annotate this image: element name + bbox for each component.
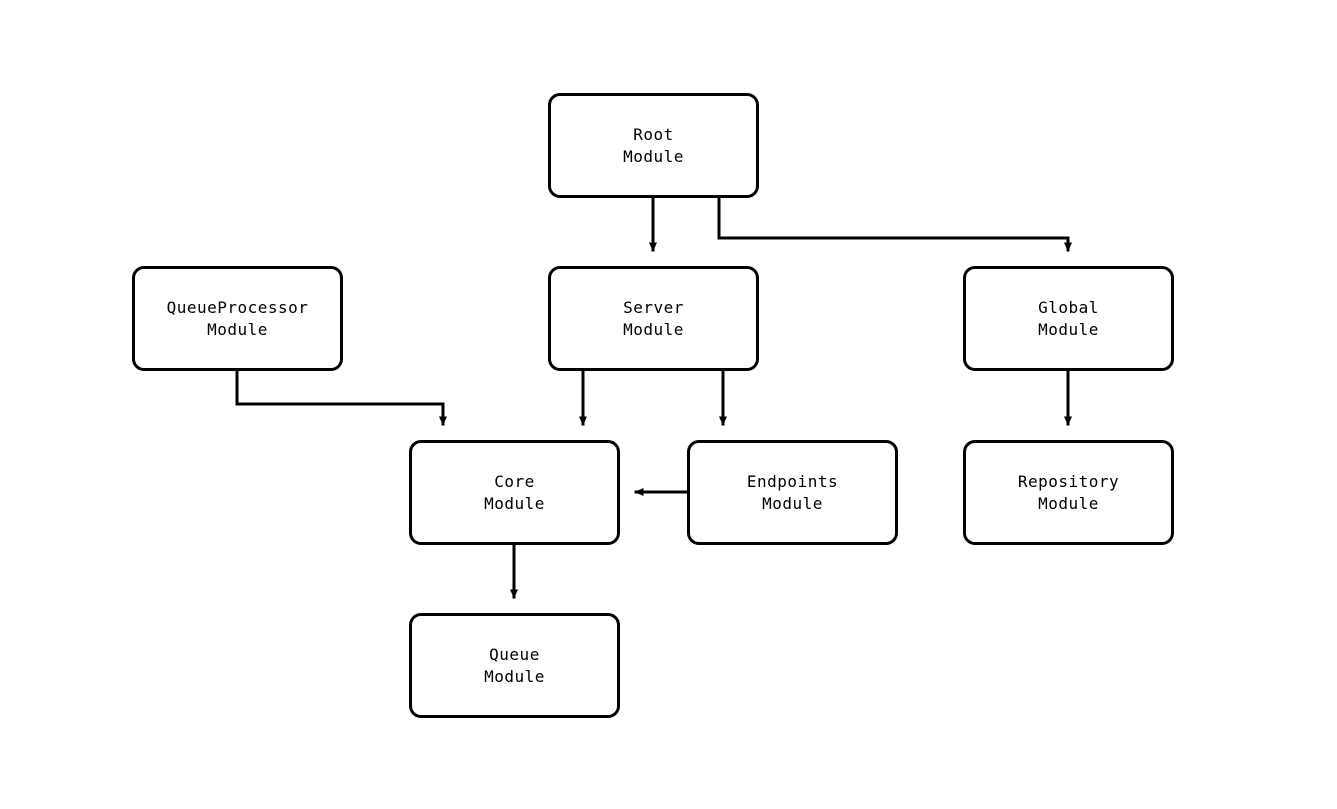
node-label: Global Module	[1038, 297, 1099, 339]
node-label: Core Module	[484, 471, 545, 513]
edge-queueprocessor-to-core	[237, 371, 443, 424]
node-queue-module[interactable]	[409, 613, 620, 718]
node-label: Repository Module	[1017, 471, 1120, 513]
node-label: Endpoints Module	[746, 471, 839, 513]
node-label: Queue Module	[484, 644, 545, 686]
node-label: Root Module	[623, 124, 684, 166]
node-repository-module[interactable]	[963, 440, 1174, 545]
node-core-module[interactable]	[409, 440, 620, 545]
node-queueprocessor-module[interactable]	[132, 266, 343, 371]
node-label: Server Module	[623, 297, 684, 339]
node-server-module[interactable]	[548, 266, 759, 371]
node-root-module[interactable]	[548, 93, 759, 198]
node-global-module[interactable]	[963, 266, 1174, 371]
node-label: QueueProcessor Module	[166, 297, 309, 339]
node-endpoints-module[interactable]	[687, 440, 898, 545]
edge-root-to-global	[719, 198, 1068, 250]
